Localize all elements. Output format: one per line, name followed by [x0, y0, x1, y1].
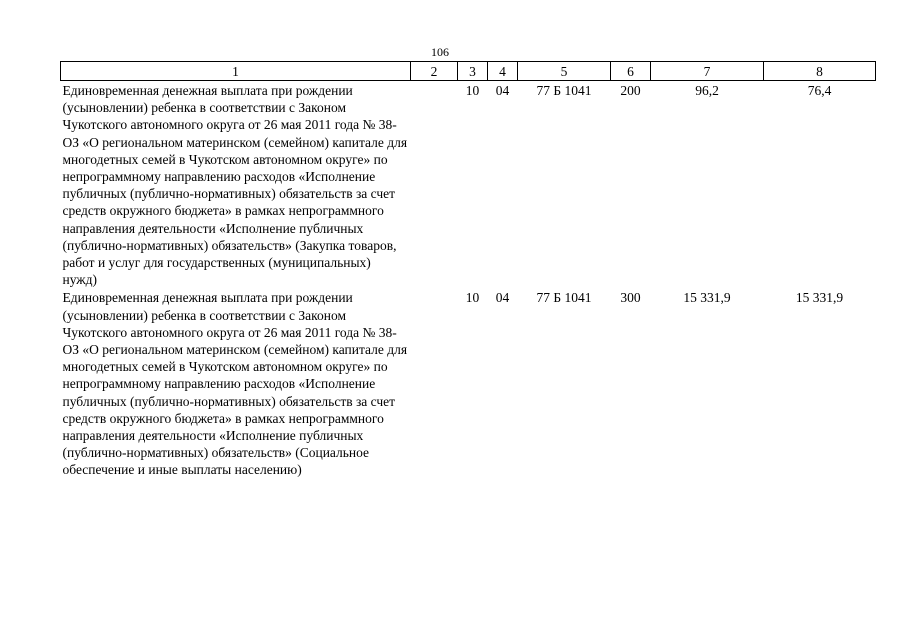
header-col-2: 2 — [411, 62, 458, 81]
header-col-3: 3 — [458, 62, 488, 81]
row-subsection: 04 — [495, 83, 510, 98]
row-target-article: 77 Б 1041 — [536, 290, 592, 306]
row-description: Единовременная денежная выплата при рождении (усыновлении) ребенка в соответствии с Законом Чукотского автономного округа от 26 мая 2011 года № 38-ОЗ «О региональном материнском (семейном) капитале для многодетных семей в Чукотском автономном округе» по непрограммному направлению расходов «Исполнение публичных (публично-нормативных) обязательств за счет средств окружного бюджета» в рамках непрограммного направления деятельности «Исполнение публичных (публично-нормативных) обязательств» (Социальное обеспечение и иные выплаты населению) — [62, 290, 408, 478]
row-section: 10 — [465, 290, 480, 306]
row-target-article: 77 Б 1041 — [536, 83, 592, 98]
page-number: 106 — [431, 45, 449, 59]
header-col-8: 8 — [764, 62, 876, 81]
header-col-4: 4 — [488, 62, 518, 81]
row-subsection: 04 — [495, 290, 510, 306]
row-amount-col-8: 15 331,9 — [795, 290, 844, 306]
row-amount-col-7: 15 331,9 — [683, 290, 731, 306]
row-col-2 — [411, 288, 458, 478]
table-row — [61, 81, 876, 289]
row-section: 10 — [465, 83, 480, 98]
table-row — [61, 288, 876, 478]
header-col-6: 6 — [611, 62, 651, 81]
row-col-2 — [411, 81, 458, 289]
row-amount-col-7: 96,2 — [695, 83, 719, 98]
row-description: Единовременная денежная выплата при рождении (усыновлении) ребенка в соответствии с Законом Чукотского автономного округа от 26 мая 2011 года № 38-ОЗ «О региональном материнском (семейном) капитале для многодетных семей в Чукотском автономном округе» по непрограммному направлению расходов «Исполнение публичных (публично-нормативных) обязательств за счет средств окружного бюджета» в рамках непрограммного направления деятельности «Исполнение публичных (публично-нормативных) обязательств» (Закупка товаров, работ и услуг для государственных (муниципальных) нужд) — [62, 83, 408, 288]
header-col-1: 1 — [61, 62, 411, 81]
row-expense-type: 200 — [620, 83, 641, 98]
header-col-7: 7 — [651, 62, 764, 81]
row-amount-col-8: 76,4 — [807, 83, 832, 98]
header-col-5: 5 — [518, 62, 611, 81]
row-expense-type: 300 — [620, 290, 641, 306]
budget-table — [60, 61, 876, 479]
header-row — [61, 62, 876, 81]
